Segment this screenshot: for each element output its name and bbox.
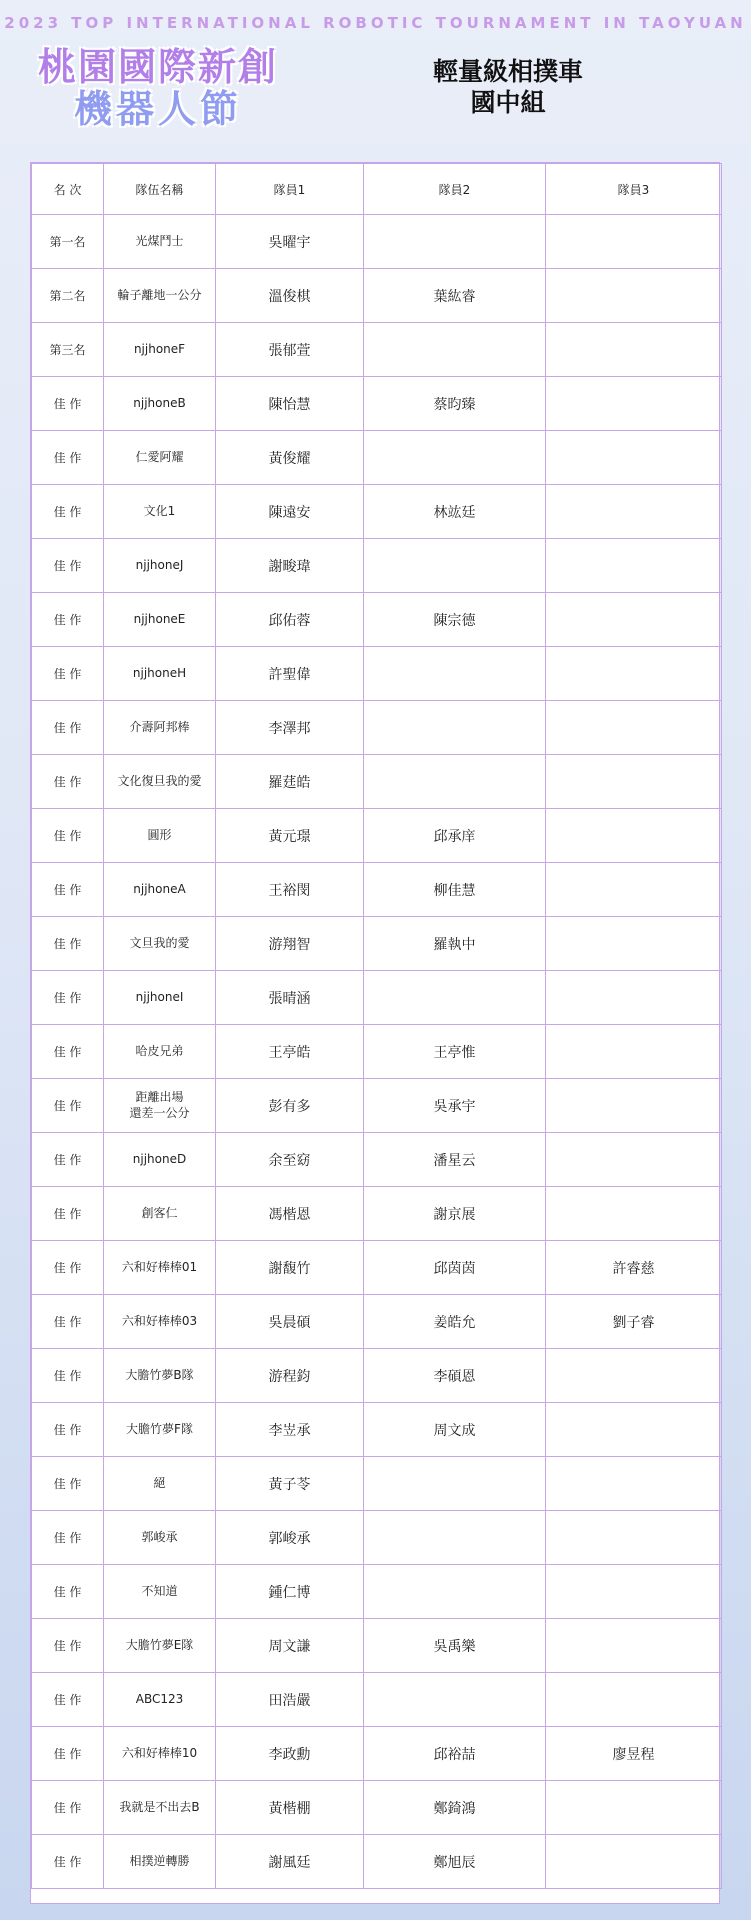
member-3-cell: [546, 323, 722, 377]
team-name-cell: 六和好棒棒01: [104, 1241, 216, 1295]
team-name-cell: njjhoneI: [104, 971, 216, 1025]
team-name-cell: njjhoneA: [104, 863, 216, 917]
table-row: [32, 1619, 722, 1673]
category-title: 輕量級相撲車: [432, 57, 583, 86]
table-row: [32, 1565, 722, 1619]
table-row: [32, 647, 722, 701]
member-3-cell: [546, 647, 722, 701]
rank-cell: 佳 作: [32, 863, 104, 917]
team-name-cell: 郭峻承: [104, 1511, 216, 1565]
member-2-cell: 林竑廷: [364, 485, 546, 539]
logo-line-1: 桃園國際新創: [37, 45, 278, 89]
member-3-cell: [546, 1619, 722, 1673]
table-row: [32, 1241, 722, 1295]
team-name-cell: 相撲逆轉勝: [104, 1835, 216, 1889]
table-row: [32, 431, 722, 485]
table-row: [32, 701, 722, 755]
team-name-cell: 仁愛阿耀: [104, 431, 216, 485]
rank-cell: 佳 作: [32, 701, 104, 755]
member-2-cell: 謝京展: [364, 1187, 546, 1241]
member-2-cell: 李碩恩: [364, 1349, 546, 1403]
member-2-cell: 潘星云: [364, 1133, 546, 1187]
member-3-cell: [546, 701, 722, 755]
table-row: [32, 1511, 722, 1565]
member-2-cell: 鄭旭辰: [364, 1835, 546, 1889]
member-2-cell: 邱裕喆: [364, 1727, 546, 1781]
team-name-cell: ABC123: [104, 1673, 216, 1727]
member-3-cell: [546, 1511, 722, 1565]
table-row: [32, 809, 722, 863]
rank-cell: 佳 作: [32, 1619, 104, 1673]
member-2-cell: [364, 215, 546, 269]
team-name-cell: njjhoneF: [104, 323, 216, 377]
member-1-cell: 彭有多: [216, 1079, 364, 1133]
member-2-cell: 蔡昀臻: [364, 377, 546, 431]
member-2-cell: 陳宗德: [364, 593, 546, 647]
rank-cell: 佳 作: [32, 1835, 104, 1889]
table-row: [32, 1673, 722, 1727]
rank-cell: 佳 作: [32, 1727, 104, 1781]
team-name-cell: njjhoneE: [104, 593, 216, 647]
member-2-cell: [364, 971, 546, 1025]
rank-cell: 佳 作: [32, 647, 104, 701]
member-1-cell: 李政勳: [216, 1727, 364, 1781]
member-3-cell: [546, 377, 722, 431]
member-1-cell: 謝畯瑋: [216, 539, 364, 593]
category-subtitle: 國中組: [470, 88, 546, 118]
member-1-cell: 吳曜宇: [216, 215, 364, 269]
member-1-cell: 王裕閔: [216, 863, 364, 917]
rank-cell: 佳 作: [32, 755, 104, 809]
member-1-cell: 吳晨碩: [216, 1295, 364, 1349]
rank-cell: 佳 作: [32, 539, 104, 593]
member-2-cell: [364, 701, 546, 755]
table-row: [32, 593, 722, 647]
team-name-cell: njjhoneB: [104, 377, 216, 431]
member-3-cell: [546, 269, 722, 323]
table-row: [32, 971, 722, 1025]
rank-cell: 佳 作: [32, 1079, 104, 1133]
member-1-cell: 張郁萱: [216, 323, 364, 377]
member-1-cell: 游程鈞: [216, 1349, 364, 1403]
member-1-cell: 周文謙: [216, 1619, 364, 1673]
table-row: [32, 377, 722, 431]
member-2-cell: [364, 323, 546, 377]
team-name-cell: 文旦我的愛: [104, 917, 216, 971]
festival-logo: [28, 45, 288, 131]
member-1-cell: 溫俊棋: [216, 269, 364, 323]
member-1-cell: 游翔智: [216, 917, 364, 971]
team-name-cell: 大膽竹夢B隊: [104, 1349, 216, 1403]
team-name-cell: 文化1: [104, 485, 216, 539]
member-2-cell: [364, 431, 546, 485]
member-1-cell: 郭峻承: [216, 1511, 364, 1565]
member-1-cell: 馮楷恩: [216, 1187, 364, 1241]
member-2-cell: [364, 1673, 546, 1727]
team-name-cell: 六和好棒棒03: [104, 1295, 216, 1349]
member-3-cell: [546, 485, 722, 539]
member-2-cell: 柳佳慧: [364, 863, 546, 917]
table-row: [32, 1835, 722, 1889]
member-3-cell: [546, 1349, 722, 1403]
table-row: [32, 1457, 722, 1511]
table-row: [32, 917, 722, 971]
member-1-cell: 陳怡慧: [216, 377, 364, 431]
team-name-cell: njjhoneH: [104, 647, 216, 701]
member-2-cell: [364, 1457, 546, 1511]
member-3-cell: [546, 809, 722, 863]
team-name-cell: 圓形: [104, 809, 216, 863]
member-2-cell: 吳禹樂: [364, 1619, 546, 1673]
member-2-cell: 吳承宇: [364, 1079, 546, 1133]
member-3-cell: [546, 539, 722, 593]
header-rank: 名 次: [32, 164, 104, 215]
member-2-cell: 邱承庠: [364, 809, 546, 863]
header-team-name: 隊伍名稱: [104, 164, 216, 215]
member-1-cell: 李岦承: [216, 1403, 364, 1457]
rank-cell: 第二名: [32, 269, 104, 323]
team-name-cell: 哈皮兄弟: [104, 1025, 216, 1079]
member-2-cell: [364, 755, 546, 809]
member-2-cell: 姜皓允: [364, 1295, 546, 1349]
member-3-cell: [546, 1025, 722, 1079]
results-sheet: [30, 162, 720, 1904]
rank-cell: 佳 作: [32, 1673, 104, 1727]
member-1-cell: 鍾仁博: [216, 1565, 364, 1619]
member-3-cell: [546, 1835, 722, 1889]
member-1-cell: 邱佑蓉: [216, 593, 364, 647]
member-2-cell: [364, 539, 546, 593]
member-1-cell: 張晴涵: [216, 971, 364, 1025]
team-name-cell: 文化復旦我的愛: [104, 755, 216, 809]
rank-cell: 佳 作: [32, 377, 104, 431]
member-3-cell: [546, 1403, 722, 1457]
table-header-row: [32, 164, 722, 215]
member-1-cell: 余至窈: [216, 1133, 364, 1187]
member-3-cell: [546, 593, 722, 647]
member-3-cell: [546, 917, 722, 971]
team-name-cell: njjhoneD: [104, 1133, 216, 1187]
rank-cell: 佳 作: [32, 917, 104, 971]
header-member-2: 隊員2: [364, 164, 546, 215]
table-row: [32, 1349, 722, 1403]
member-1-cell: 黃俊耀: [216, 431, 364, 485]
table-row: [32, 1187, 722, 1241]
team-name-cell: 創客仁: [104, 1187, 216, 1241]
table-row: [32, 1727, 722, 1781]
member-3-cell: [546, 863, 722, 917]
rank-cell: 佳 作: [32, 1241, 104, 1295]
logo-line-2: 機器人節: [73, 86, 242, 131]
member-3-cell: 劉子睿: [546, 1295, 722, 1349]
rank-cell: 佳 作: [32, 1295, 104, 1349]
member-2-cell: [364, 1565, 546, 1619]
team-name-cell: 大膽竹夢F隊: [104, 1403, 216, 1457]
rank-cell: 佳 作: [32, 1457, 104, 1511]
member-1-cell: 黃楷棚: [216, 1781, 364, 1835]
team-name-cell: 距離出場 還差一公分: [104, 1079, 216, 1133]
rank-cell: 佳 作: [32, 1511, 104, 1565]
table-row: [32, 485, 722, 539]
table-row: [32, 1403, 722, 1457]
rank-cell: 佳 作: [32, 485, 104, 539]
member-3-cell: [546, 215, 722, 269]
team-name-cell: 不知道: [104, 1565, 216, 1619]
rank-cell: 佳 作: [32, 971, 104, 1025]
member-3-cell: [546, 1673, 722, 1727]
rank-cell: 佳 作: [32, 1025, 104, 1079]
member-2-cell: 羅執中: [364, 917, 546, 971]
member-3-cell: [546, 431, 722, 485]
rank-cell: 佳 作: [32, 593, 104, 647]
event-banner: 2023 TOP INTERNATIONAL ROBOTIC TOURNAMENT IN TAOYUAN: [4, 14, 747, 32]
member-1-cell: 羅莛皓: [216, 755, 364, 809]
member-3-cell: [546, 1565, 722, 1619]
team-name-cell: 我就是不出去B: [104, 1781, 216, 1835]
member-3-cell: [546, 755, 722, 809]
category-heading: [398, 56, 618, 119]
rank-cell: 第三名: [32, 323, 104, 377]
rank-cell: 佳 作: [32, 809, 104, 863]
member-3-cell: [546, 1457, 722, 1511]
table-row: [32, 215, 722, 269]
table-row: [32, 755, 722, 809]
rank-cell: 佳 作: [32, 1349, 104, 1403]
member-2-cell: 邱茵茵: [364, 1241, 546, 1295]
team-name-cell: 光煤鬥士: [104, 215, 216, 269]
member-1-cell: 黃子苓: [216, 1457, 364, 1511]
table-row: [32, 1025, 722, 1079]
member-3-cell: 許睿慈: [546, 1241, 722, 1295]
member-1-cell: 黃元璟: [216, 809, 364, 863]
member-1-cell: 李澤邦: [216, 701, 364, 755]
member-3-cell: 廖昱程: [546, 1727, 722, 1781]
table-row: [32, 269, 722, 323]
team-name-cell: 介壽阿邦棒: [104, 701, 216, 755]
table-row: [32, 863, 722, 917]
member-3-cell: [546, 1187, 722, 1241]
member-2-cell: 周文成: [364, 1403, 546, 1457]
rank-cell: 第一名: [32, 215, 104, 269]
table-row: [32, 539, 722, 593]
header-member-3: 隊員3: [546, 164, 722, 215]
table-row: [32, 1295, 722, 1349]
member-1-cell: 田浩嚴: [216, 1673, 364, 1727]
member-1-cell: 王亭皓: [216, 1025, 364, 1079]
member-1-cell: 陳遠安: [216, 485, 364, 539]
table-row: [32, 323, 722, 377]
member-2-cell: [364, 647, 546, 701]
member-2-cell: [364, 1511, 546, 1565]
team-name-cell: njjhoneJ: [104, 539, 216, 593]
member-2-cell: 王亭惟: [364, 1025, 546, 1079]
member-1-cell: 許聖偉: [216, 647, 364, 701]
team-name-cell: 大膽竹夢E隊: [104, 1619, 216, 1673]
member-2-cell: 鄭錡鴻: [364, 1781, 546, 1835]
member-1-cell: 謝馥竹: [216, 1241, 364, 1295]
team-name-cell: 六和好棒棒10: [104, 1727, 216, 1781]
results-table: [31, 163, 722, 1889]
table-row: [32, 1133, 722, 1187]
member-1-cell: 謝風廷: [216, 1835, 364, 1889]
rank-cell: 佳 作: [32, 1565, 104, 1619]
member-3-cell: [546, 1133, 722, 1187]
rank-cell: 佳 作: [32, 1187, 104, 1241]
team-name-cell: 輪子離地一公分: [104, 269, 216, 323]
member-3-cell: [546, 1079, 722, 1133]
rank-cell: 佳 作: [32, 1133, 104, 1187]
table-row: [32, 1079, 722, 1133]
rank-cell: 佳 作: [32, 431, 104, 485]
member-3-cell: [546, 1781, 722, 1835]
team-name-cell: 絕: [104, 1457, 216, 1511]
rank-cell: 佳 作: [32, 1403, 104, 1457]
table-row: [32, 1781, 722, 1835]
member-3-cell: [546, 971, 722, 1025]
member-2-cell: 葉紘睿: [364, 269, 546, 323]
rank-cell: 佳 作: [32, 1781, 104, 1835]
header-member-1: 隊員1: [216, 164, 364, 215]
